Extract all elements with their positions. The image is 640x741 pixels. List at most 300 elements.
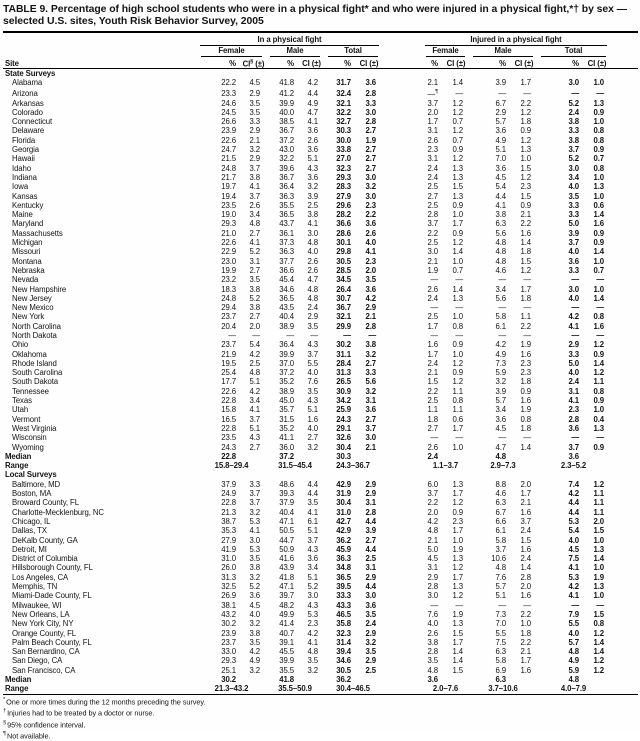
gap-cell <box>382 257 422 266</box>
gap-cell <box>382 629 422 638</box>
ci-cell: 1.2 <box>452 238 464 248</box>
pct-cell: 36.4 <box>279 340 294 350</box>
pct-cell: 5.7 <box>568 637 580 647</box>
ci-cell: — <box>252 331 260 340</box>
site-cell: Michigan <box>12 238 43 248</box>
pct-cell: 30.7 <box>336 293 351 303</box>
spacer-cell <box>610 266 638 275</box>
pct-cell: 34.6 <box>279 284 294 294</box>
spacer-cell <box>610 294 638 303</box>
ci-cell: 7.6 <box>307 377 318 387</box>
table-row <box>3 164 638 173</box>
gap-cell <box>382 498 422 507</box>
pct-cell: 23.5 <box>221 200 236 210</box>
pct-cell: 5.1 <box>495 145 507 155</box>
spacer-cell <box>610 573 638 582</box>
pct-cell: 23.2 <box>221 275 236 285</box>
gap-cell <box>382 582 422 591</box>
spacer-cell <box>610 322 638 331</box>
spacer-cell <box>610 192 638 201</box>
col-header-fight-total: Total <box>324 46 382 57</box>
spacer-cell <box>610 461 638 470</box>
spacer <box>3 46 197 57</box>
pct-cell: 35.7 <box>279 405 294 415</box>
ci-cell: 2.9 <box>365 489 377 499</box>
gap-spacer <box>382 33 422 46</box>
ci-cell: 3.0 <box>365 591 377 601</box>
ci-cell: 5.3 <box>249 516 260 526</box>
pct-cell: 3.2 <box>495 377 507 387</box>
ci-cell: 3.7 <box>249 498 260 508</box>
pct-cell: 45.0 <box>279 396 294 406</box>
site-cell: Nebraska <box>12 265 45 275</box>
site-cell: Vermont <box>12 414 41 424</box>
pct-cell: 2.2 <box>427 498 439 508</box>
ci-cell: 4.2 <box>249 647 260 657</box>
pct-cell: 7.3 <box>495 609 507 619</box>
spacer-cell <box>610 108 638 117</box>
pct-cell: 43.5 <box>279 303 294 313</box>
ci-cell: 1.0 <box>593 405 605 415</box>
pct-cell: 4.8 <box>495 451 507 461</box>
ci-cell: 4.5 <box>249 78 260 88</box>
table-row <box>3 182 638 191</box>
pct-cell: 41.8 <box>279 78 294 88</box>
subgroup-header-row <box>3 46 638 57</box>
ci-cell: 2.7 <box>365 154 377 164</box>
gap-cell <box>382 443 422 452</box>
gap-cell <box>382 601 422 610</box>
ci-cell: — <box>455 303 464 313</box>
ci-cell: 3.5 <box>249 98 260 108</box>
pct-cell: 3.6 <box>495 414 507 424</box>
table-row <box>3 573 638 582</box>
spacer-cell <box>610 536 638 545</box>
ci-cell: 1.0 <box>593 172 605 182</box>
pct-cell: 22.8 <box>221 423 236 433</box>
table-row <box>3 517 638 526</box>
pct-cell: 31.0 <box>221 554 236 564</box>
ci-cell: 1.0 <box>593 78 605 88</box>
spacer-cell <box>610 433 638 442</box>
pct-cell: 1.9 <box>427 265 439 275</box>
ci-cell: 1.3 <box>593 544 605 554</box>
ci-cell: 3.0 <box>307 591 318 601</box>
ci-cell: — <box>455 331 464 340</box>
ci-cell: 2.9 <box>365 628 377 638</box>
pct-cell: 22.8 <box>221 451 236 461</box>
pct-cell: 32.5 <box>221 582 236 592</box>
pct-cell: — <box>430 275 439 285</box>
footnote: §95% confidence interval. <box>3 719 86 729</box>
footnote: *One or more times during the 12 months preceding the survey. <box>3 697 206 707</box>
pct-cell: 50.5 <box>279 526 294 536</box>
spacer-cell <box>610 424 638 433</box>
ci-cell: 2.0 <box>593 516 605 526</box>
ci-cell <box>241 452 266 461</box>
site-cell: New Hampshire <box>12 284 67 294</box>
pct-cell: 3.0 <box>427 591 439 601</box>
ci-cell: 2.8 <box>365 117 377 127</box>
gap-cell <box>382 238 422 247</box>
pct-cell: 31.7 <box>336 78 351 88</box>
ci-cell: 2.4 <box>307 303 318 313</box>
ci-cell: 4.3 <box>249 433 260 443</box>
pct-cell: 39.1 <box>279 637 294 647</box>
site-cell: Utah <box>12 405 29 415</box>
ci-cell: 1.2 <box>593 656 605 666</box>
range-cell: 15.8–29.4 <box>214 461 249 471</box>
site-cell: North Carolina <box>12 321 61 331</box>
ci-cell: 2.1 <box>249 135 260 145</box>
ci-cell: 0.9 <box>452 228 464 238</box>
table-title-line1: TABLE 9. Percentage of high school students who were in a physical fight* and who were injured in a physical fight,*† by sex — <box>3 4 627 15</box>
ci-cell: 4.2 <box>249 386 260 396</box>
pct-cell: 5.7 <box>495 117 507 127</box>
site-cell: Maine <box>12 210 33 220</box>
pct-cell: 2.5 <box>427 312 439 322</box>
ci-cell: 1.0 <box>593 535 605 545</box>
pct-cell: 21.0 <box>221 228 236 238</box>
ci-cell: 3.5 <box>307 321 318 331</box>
pct-cell: 34.6 <box>336 656 351 666</box>
ci-cell: 2.2 <box>520 637 532 647</box>
pct-cell: 2.1 <box>427 256 439 266</box>
pct-cell: 3.3 <box>568 200 580 210</box>
pct-cell: 28.4 <box>336 358 351 368</box>
pct-cell: — <box>571 600 580 610</box>
table-body <box>3 69 638 694</box>
ci-cell: 2.3 <box>452 516 464 526</box>
pct-cell: 4.4 <box>495 191 507 201</box>
ci-cell: 0.9 <box>452 340 464 350</box>
ci-cell: 0.8 <box>593 619 605 629</box>
site-cell: Palm Beach County, FL <box>12 637 92 647</box>
col-header-fight-male: Male <box>266 46 324 57</box>
ci-cell: 4.8 <box>307 647 318 657</box>
pct-cell: 5.8 <box>495 535 507 545</box>
gap-cell <box>382 229 422 238</box>
ci-cell: 3.5 <box>249 275 260 285</box>
ci-cell: 2.0 <box>520 479 532 489</box>
table-row <box>3 629 638 638</box>
range-cell: 2.0–7.6 <box>432 684 459 694</box>
ci-cell: 1.3 <box>452 582 464 592</box>
ci-header: CI (±) <box>443 57 469 69</box>
ci-cell: 4.0 <box>307 368 318 378</box>
ci-cell: 1.2 <box>452 591 464 601</box>
col-header-injured-male: Male <box>469 46 537 57</box>
pct-cell: 37.3 <box>279 238 294 248</box>
ci-cell: 4.8 <box>249 219 260 229</box>
spacer-cell <box>610 647 638 656</box>
table-row <box>3 610 638 619</box>
ci-cell: 1.9 <box>520 405 532 415</box>
ci-cell: 1.0 <box>520 154 532 164</box>
pct-cell: 32.2 <box>279 154 294 164</box>
ci-cell: — <box>523 331 532 340</box>
table-row <box>3 340 638 349</box>
ci-cell: 3.2 <box>307 182 318 192</box>
pct-cell: 32.3 <box>336 163 351 173</box>
pct-cell: 31.5 <box>279 414 294 424</box>
pct-cell: 7.6 <box>495 572 507 582</box>
pct-cell: 36.1 <box>279 228 294 238</box>
pct-cell: 4.5 <box>568 544 580 554</box>
ci-cell: 1.1 <box>593 377 605 387</box>
gap-cell <box>382 126 422 135</box>
pct-cell: 6.1 <box>495 321 507 331</box>
pct-cell: 4.1 <box>568 563 580 573</box>
section-header-row <box>3 69 638 79</box>
table-row <box>3 108 638 117</box>
table-row <box>3 145 638 154</box>
pct-cell: 6.7 <box>495 507 507 517</box>
ci-cell: 3.7 <box>365 423 377 433</box>
pct-cell: 36.7 <box>336 303 351 313</box>
table-row <box>3 433 638 442</box>
site-cell: San Francisco, CA <box>12 665 76 675</box>
table-bottom-rule <box>3 694 638 695</box>
ci-cell: 4.8 <box>307 238 318 248</box>
ci-cell: 4.1 <box>249 182 260 192</box>
pct-cell: 30.2 <box>221 619 236 629</box>
site-cell: Boston, MA <box>12 489 52 499</box>
table-row <box>3 368 638 377</box>
pct-cell: 6.7 <box>495 98 507 108</box>
spacer-cell <box>610 182 638 191</box>
pct-cell: 4.1 <box>568 396 580 406</box>
pct-cell: 3.7 <box>568 442 580 452</box>
table-row <box>3 266 638 275</box>
pct-cell: 33.3 <box>336 591 351 601</box>
ci-cell: 1.9 <box>452 609 464 619</box>
ci-cell: 4.1 <box>307 507 318 517</box>
table-row <box>3 526 638 535</box>
table-row <box>3 675 638 684</box>
site-cell: Georgia <box>12 145 40 155</box>
ci-cell: 3.7 <box>249 163 260 173</box>
ci-header: CI (±) <box>299 57 324 69</box>
table-row <box>3 684 638 693</box>
ci-cell: 3.0 <box>249 535 260 545</box>
ci-cell: 1.5 <box>520 163 532 173</box>
pct-cell: 29.3 <box>221 219 236 229</box>
gap-cell <box>382 359 422 368</box>
pct-cell: 6.3 <box>495 647 507 657</box>
table-row <box>3 480 638 489</box>
pct-cell: 30.9 <box>336 386 351 396</box>
ci-cell: 1.3 <box>452 554 464 564</box>
ci-cell: — <box>596 331 605 340</box>
ci-cell: 1.2 <box>593 665 605 675</box>
pct-cell: 4.4 <box>568 507 580 517</box>
site-cell: Orange County, FL <box>12 628 77 638</box>
spacer-cell <box>610 145 638 154</box>
ci-cell: 1.2 <box>452 126 464 136</box>
pct-cell: 43.3 <box>336 600 351 610</box>
pct-cell: 2.4 <box>427 358 439 368</box>
pct-cell: 5.6 <box>495 228 507 238</box>
ci-cell: 3.6 <box>249 591 260 601</box>
pct-cell: 3.7 <box>568 238 580 248</box>
spacer-cell <box>610 368 638 377</box>
site-cell: Hillsborough County, FL <box>12 563 93 573</box>
ci-cell: 2.8 <box>520 572 532 582</box>
pct-header: % <box>266 57 299 69</box>
gap-cell <box>382 480 422 489</box>
pct-cell: 36.2 <box>336 674 351 684</box>
ci-cell: 4.2 <box>307 628 318 638</box>
pct-cell: 43.7 <box>279 219 294 229</box>
pct-cell: 24.7 <box>221 145 236 155</box>
pct-cell: 4.8 <box>568 647 580 657</box>
ci-cell: 3.1 <box>365 563 377 573</box>
table-row <box>3 257 638 266</box>
range-cell: 4.0–7.9 <box>560 684 587 694</box>
site-cell: District of Columbia <box>12 554 78 564</box>
pct-cell: 2.9 <box>495 107 507 117</box>
pct-cell: 5.6 <box>495 293 507 303</box>
ci-cell: 2.7 <box>365 414 377 424</box>
pct-cell: 2.5 <box>427 238 439 248</box>
site-cell: Range <box>5 684 29 694</box>
gap-cell <box>382 368 422 377</box>
pct-cell: 26.0 <box>221 563 236 573</box>
gap-cell <box>382 331 422 340</box>
table-row <box>3 78 638 87</box>
pct-cell: 4.8 <box>427 665 439 675</box>
ci-cell: 2.9 <box>249 126 260 136</box>
pct-cell: 4.8 <box>495 256 507 266</box>
ci-cell: 4.8 <box>249 368 260 378</box>
gap-cell <box>382 192 422 201</box>
site-cell: West Virginia <box>12 423 57 433</box>
ci-cell: 3.5 <box>365 647 377 657</box>
site-cell: Iowa <box>12 182 29 192</box>
ci-cell: 2.2 <box>520 321 532 331</box>
table-row <box>3 294 638 303</box>
ci-cell: 3.0 <box>365 433 377 443</box>
pct-cell: 28.3 <box>336 182 351 192</box>
spacer-cell <box>610 619 638 628</box>
ci-cell: 1.7 <box>520 656 532 666</box>
gap-spacer <box>382 57 422 69</box>
gap-cell <box>382 424 422 433</box>
spacer-cell <box>610 164 638 173</box>
pct-cell: 5.0 <box>427 544 439 554</box>
pct-cell: 41.8 <box>279 674 294 684</box>
gap-cell <box>382 396 422 405</box>
table-row <box>3 638 638 647</box>
gap-cell <box>382 182 422 191</box>
ci-cell: 1.2 <box>520 265 532 275</box>
ci-cell: 1.0 <box>593 563 605 573</box>
pct-header: % <box>324 57 356 69</box>
pct-cell: 3.1 <box>568 386 580 396</box>
ci-cell: 1.0 <box>593 191 605 201</box>
ci-cell: 3.8 <box>307 210 318 220</box>
site-cell: North Dakota <box>12 331 57 340</box>
footnote-marker: § <box>3 719 7 726</box>
ci-cell: 2.9 <box>365 572 377 582</box>
table-row <box>3 656 638 665</box>
gap-cell <box>382 647 422 656</box>
ci-cell: 3.5 <box>307 386 318 396</box>
ci-cell: 1.4 <box>452 647 464 657</box>
pct-cell: 23.9 <box>221 628 236 638</box>
pct-cell: 28.2 <box>336 210 351 220</box>
pct-cell: 3.0 <box>568 163 580 173</box>
ci-cell: 3.6 <box>365 78 377 88</box>
pct-cell: 3.9 <box>495 386 507 396</box>
pct-cell: 3.7 <box>495 544 507 554</box>
pct-cell: 41.1 <box>279 433 294 443</box>
ci-cell: 6.1 <box>307 516 318 526</box>
gap-cell <box>382 656 422 665</box>
site-cell: Dallas, TX <box>12 526 47 536</box>
pct-cell: 32.1 <box>336 312 351 322</box>
ci-cell: 2.3 <box>520 368 532 378</box>
ci-cell: 3.8 <box>249 172 260 182</box>
pct-cell: 40.4 <box>279 507 294 517</box>
ci-cell: 1.9 <box>452 544 464 554</box>
ci-cell: 4.1 <box>307 637 318 647</box>
pct-cell: 37.9 <box>279 498 294 508</box>
ci-cell <box>511 675 537 684</box>
ci-cell: 1.1 <box>593 498 605 508</box>
table-row <box>3 238 638 247</box>
pct-cell: 40.7 <box>279 628 294 638</box>
pct-cell: 36.3 <box>279 247 294 257</box>
ci-cell <box>443 675 469 684</box>
gap-cell <box>382 78 422 87</box>
pct-cell: 5.8 <box>495 656 507 666</box>
ci-cell: 2.4 <box>520 554 532 564</box>
pct-cell: 3.6 <box>568 423 580 433</box>
gap-cell <box>382 145 422 154</box>
pct-cell: 5.4 <box>568 526 580 536</box>
ci-cell: 3.6 <box>365 284 377 294</box>
site-cell: Massachusetts <box>12 228 63 238</box>
site-cell: Oklahoma <box>12 349 47 359</box>
pct-cell: 22.2 <box>221 78 236 88</box>
table-row <box>3 387 638 396</box>
pct-cell: 19.4 <box>221 191 236 201</box>
ci-cell: 3.7 <box>307 349 318 359</box>
pct-cell: 29.3 <box>336 172 351 182</box>
table-row <box>3 350 638 359</box>
ci-cell: 2.1 <box>520 647 532 657</box>
ci-cell: 3.2 <box>365 386 377 396</box>
pct-cell: 36.4 <box>279 182 294 192</box>
spacer-cell <box>610 591 638 600</box>
ci-cell: 4.2 <box>307 78 318 88</box>
table-row <box>3 173 638 182</box>
spacer-cell <box>610 88 638 99</box>
pct-cell: 3.8 <box>427 637 439 647</box>
pct-cell: 34.8 <box>336 563 351 573</box>
ci-cell: 2.7 <box>365 358 377 368</box>
pct-cell: 4.0 <box>568 628 580 638</box>
gap-cell <box>382 517 422 526</box>
spacer-cell <box>610 377 638 386</box>
site-cell: Baltimore, MD <box>12 479 61 489</box>
gap-cell <box>382 154 422 163</box>
ci-cell: 5.1 <box>307 405 318 415</box>
spacer-cell <box>610 173 638 182</box>
site-cell: Indiana <box>12 172 37 182</box>
